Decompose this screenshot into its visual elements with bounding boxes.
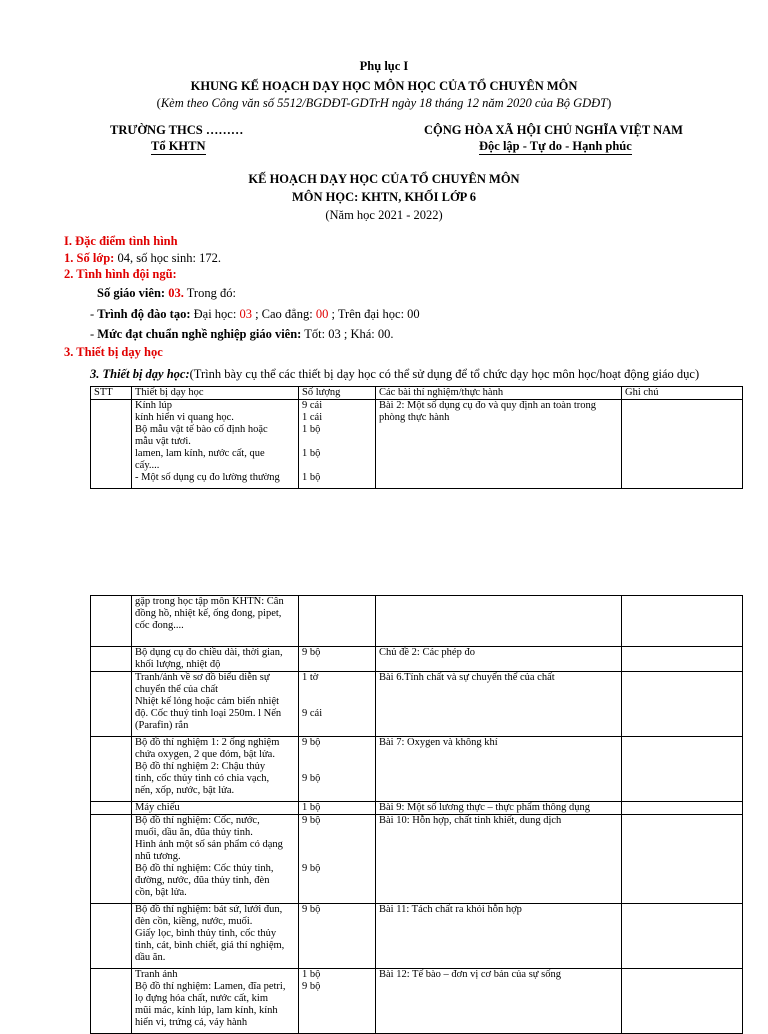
- cell-stt: [91, 904, 132, 969]
- cell-quantity: [299, 737, 376, 802]
- cell-stt: [91, 596, 132, 647]
- lesson-line: Chủ đề 2: Các phép đo: [379, 647, 475, 658]
- table-row: [91, 802, 743, 815]
- subtitle-text: Kèm theo Công văn số 5512/BGDĐT-GDTrH ngày 18 tháng 12 năm 2020 của Bộ GDĐT: [160, 96, 608, 110]
- header-quantity: Số lượng: [299, 387, 376, 400]
- plan-subject: MÔN HỌC: KHTN, KHỐI LỚP 6: [291, 190, 477, 204]
- quantity-line: 9 bộ: [302, 904, 321, 915]
- class-count-value: 04, số học sinh: 172.: [114, 251, 221, 265]
- training-university-label: Đại học:: [190, 307, 240, 321]
- equipment-line: cốc đong....: [135, 620, 184, 631]
- quantity-line: 9 bộ: [302, 815, 321, 826]
- training-postgrad: ; Trên đại học: 00: [328, 307, 420, 321]
- cell-quantity: [299, 802, 376, 815]
- staff-heading: 2. Tình hình đội ngũ:: [64, 267, 177, 281]
- quantity-line: 9 cái: [302, 400, 323, 411]
- equipment-heading: 3. Thiết bị dạy học: [64, 345, 163, 359]
- equipment-line: chuyển thể của chất: [135, 684, 219, 695]
- equipment-description: (Trình bày cụ thể các thiết bị dạy học có thể sử dụng để tổ chức dạy học môn học/hoạt động giáo dục): [189, 367, 700, 381]
- lesson-line: Bài 7: Oxygen và không khí: [379, 737, 498, 748]
- teacher-count-line: [97, 285, 236, 301]
- lesson-line: Bài 12: Tế bào – đơn vị cơ bản của sự sống: [379, 969, 561, 980]
- quantity-line: 1 bộ: [302, 969, 321, 980]
- table-row: [91, 904, 743, 969]
- quantity-line: 9 bộ: [302, 863, 321, 874]
- plan-school-year: (Năm học 2021 - 2022): [325, 208, 443, 222]
- cell-quantity: [299, 596, 376, 647]
- equipment-line: khối lượng, nhiệt độ: [135, 659, 221, 670]
- equipment-line: Tranh/ảnh về sơ đồ biểu diễn sự: [135, 672, 270, 683]
- table-row: [91, 400, 743, 489]
- cell-quantity: [299, 400, 376, 489]
- cell-lesson: [376, 737, 622, 802]
- lesson-line: Bài 2: Một số dụng cụ đo và quy định an toàn trong: [379, 400, 596, 411]
- lesson-line: Bài 10: Hỗn hợp, chất tinh khiết, dung dịch: [379, 815, 562, 826]
- cell-stt: [91, 400, 132, 489]
- equipment-line: Bộ đồ thí nghiệm 2: Chậu thủy: [135, 761, 266, 772]
- standard-dash: -: [90, 327, 98, 341]
- national-motto: Độc lập - Tự do - Hạnh phúc: [479, 139, 632, 153]
- professional-standard-line: [90, 326, 394, 342]
- quantity-spacer: [302, 839, 372, 851]
- lesson-line: Bài 11: Tách chất ra khỏi hỗn hợp: [379, 904, 522, 915]
- cell-equipment: [132, 596, 299, 647]
- cell-lesson: [376, 596, 622, 647]
- quantity-line: 1 bộ: [302, 448, 321, 459]
- cell-equipment: [132, 737, 299, 802]
- training-college-value: 00: [315, 307, 329, 321]
- equipment-line: Bộ đồ thí nghiệm: Cốc thủy tinh,: [135, 863, 274, 874]
- equipment-line: Bộ đồ thí nghiệm: bát sứ, lưới đun,: [135, 904, 283, 915]
- equipment-line: (Parafin) rắn: [135, 720, 189, 731]
- cell-lesson: [376, 815, 622, 904]
- cell-quantity: [299, 904, 376, 969]
- standard-value: Tốt: 03 ; Khá: 00.: [301, 327, 394, 341]
- quantity-spacer: [302, 827, 372, 839]
- equipment-line: tinh, cát, bình chiết, giá thí nghiệm,: [135, 940, 285, 951]
- quantity-spacer: [302, 851, 372, 863]
- equipment-line: gặp trong học tập môn KHTN: Cân: [135, 596, 284, 607]
- equipment-line: Máy chiếu: [135, 802, 180, 813]
- cell-notes: [622, 737, 743, 802]
- equipment-line: lamen, lam kính, nước cất, que: [135, 448, 265, 459]
- equipment-label: 3. Thiết bị dạy học:: [90, 367, 190, 381]
- equipment-line: Tranh ảnh: [135, 969, 178, 980]
- equipment-line: Hình ảnh một số sản phẩm có dạng: [135, 839, 283, 850]
- cell-notes: [622, 596, 743, 647]
- training-university-value: 03: [239, 307, 252, 321]
- subtitle-open-paren: (: [156, 96, 161, 110]
- subtitle-close-paren: ): [607, 96, 612, 110]
- quantity-spacer: [302, 436, 372, 448]
- training-level-line: [90, 306, 420, 322]
- section-situation-heading: I. Đặc điểm tình hình: [64, 234, 178, 248]
- cell-lesson: [376, 904, 622, 969]
- cell-quantity: [299, 672, 376, 737]
- republic-heading: CỘNG HÒA XÃ HỘI CHỦ NGHĨA VIỆT NAM: [424, 123, 683, 137]
- equipment-line: dầu ăn.: [135, 952, 166, 963]
- cell-stt: [91, 737, 132, 802]
- table-header-row: [91, 387, 743, 400]
- school-name: TRƯỜNG THCS ………: [110, 123, 244, 137]
- cell-stt: [91, 647, 132, 672]
- equipment-line: kính hiển vi quang học.: [135, 412, 234, 423]
- training-dash: -: [90, 307, 98, 321]
- quantity-spacer: [302, 696, 372, 708]
- equipment-line: Bộ mẫu vật tế bào cố định hoặc: [135, 424, 268, 435]
- table-row: [91, 647, 743, 672]
- cell-equipment: [132, 802, 299, 815]
- lesson-line: Bài 9: Một số lương thực – thực phẩm thông dụng: [379, 802, 591, 813]
- training-label: Trình độ đào tạo:: [97, 307, 191, 321]
- quantity-spacer: [302, 460, 372, 472]
- document-title: KHUNG KẾ HOẠCH DẠY HỌC MÔN HỌC CỦA TỔ CHUYÊN MÔN: [190, 79, 578, 93]
- teacher-count-label: Số giáo viên:: [97, 286, 169, 300]
- cell-lesson: [376, 802, 622, 815]
- header-lessons: Các bài thí nghiệm/thực hành: [376, 387, 622, 400]
- header-equipment: Thiết bị dạy học: [132, 387, 299, 400]
- equipment-line: Bộ đồ thí nghiệm: Lamen, đĩa petri,: [135, 981, 286, 992]
- quantity-spacer: [302, 761, 372, 773]
- equipment-line: Bộ đồ thí nghiệm: Cốc, nước,: [135, 815, 260, 826]
- equipment-line: Bộ đồ thí nghiệm 1: 2 ống nghiệm: [135, 737, 280, 748]
- teacher-count-rest: Trong đó:: [183, 286, 236, 300]
- table-row: [91, 737, 743, 802]
- cell-equipment: [132, 904, 299, 969]
- quantity-line: 9 bộ: [302, 737, 321, 748]
- class-count-line: [64, 250, 221, 266]
- lesson-line: phòng thực hành: [379, 412, 450, 423]
- equipment-line: đường, nước, đũa thủy tinh, đèn: [135, 875, 270, 886]
- equipment-line: hiển vi, trứng cá, vảy hành: [135, 1017, 248, 1028]
- teacher-count-value: 03.: [168, 286, 184, 300]
- cell-lesson: [376, 400, 622, 489]
- quantity-line: 9 cái: [302, 708, 323, 719]
- plan-title: KẾ HOẠCH DẠY HỌC CỦA TỔ CHUYÊN MÔN: [248, 172, 520, 186]
- equipment-line: lọ đựng hóa chất, nước cất, kim: [135, 993, 268, 1004]
- equipment-line: tinh, cốc thủy tinh có chia vạch,: [135, 773, 270, 784]
- cell-quantity: [299, 647, 376, 672]
- appendix-label: Phụ lục I: [359, 59, 409, 73]
- cell-notes: [622, 815, 743, 904]
- table-row: [91, 596, 743, 647]
- department-name: Tổ KHTN: [151, 139, 206, 153]
- quantity-line: 9 bộ: [302, 647, 321, 658]
- cell-notes: [622, 672, 743, 737]
- lesson-line: Bài 6.Tính chất và sự chuyển thể của chất: [379, 672, 555, 683]
- equipment-table-part-1: [90, 386, 743, 489]
- quantity-spacer: [302, 749, 372, 761]
- equipment-line: nến, xốp, nước, bật lửa.: [135, 785, 235, 796]
- equipment-line: Giấy lọc, bình thủy tinh, cốc thủy: [135, 928, 277, 939]
- quantity-line: 9 bộ: [302, 773, 321, 784]
- equipment-line: Nhiệt kế lỏng hoặc cảm biến nhiệt: [135, 696, 280, 707]
- equipment-line: muối, dầu ăn, đũa thủy tinh.: [135, 827, 253, 838]
- equipment-line: độ. Cốc thuỷ tinh loại 250m. l Nến: [135, 708, 282, 719]
- cell-notes: [622, 802, 743, 815]
- quantity-line: 1 bộ: [302, 802, 321, 813]
- equipment-table-part-2: [90, 595, 743, 1034]
- document-subtitle: [0, 95, 768, 111]
- equipment-line: nhũ tương.: [135, 851, 181, 862]
- header-notes: Ghi chú: [622, 387, 743, 400]
- equipment-line: đèn cồn, kiềng, nước, muối.: [135, 916, 253, 927]
- header-stt: STT: [91, 387, 132, 400]
- cell-notes: [622, 904, 743, 969]
- cell-lesson: [376, 672, 622, 737]
- standard-label: Mức đạt chuẩn nghề nghiệp giáo viên:: [97, 327, 302, 341]
- cell-equipment: [132, 672, 299, 737]
- cell-equipment: [132, 647, 299, 672]
- cell-notes: [622, 400, 743, 489]
- equipment-line: cồn, bật lửa.: [135, 887, 187, 898]
- class-count-label: 1. Số lớp:: [64, 251, 115, 265]
- quantity-spacer: [302, 684, 372, 696]
- cell-stt: [91, 815, 132, 904]
- equipment-line: mũi mác, kính lúp, lam kính, kính: [135, 1005, 278, 1016]
- quantity-line: 1 bộ: [302, 424, 321, 435]
- cell-notes: [622, 647, 743, 672]
- equipment-line: đồng hồ, nhiệt kế, ống đong, pipet,: [135, 608, 282, 619]
- training-college-label: ; Cao đẳng:: [251, 307, 316, 321]
- equipment-line: cấy....: [135, 460, 160, 471]
- cell-quantity: [299, 815, 376, 904]
- equipment-line: mẫu vật tươi.: [135, 436, 191, 447]
- quantity-line: 9 bộ: [302, 981, 321, 992]
- quantity-line: 1 cái: [302, 412, 323, 423]
- table-row: [91, 815, 743, 904]
- quantity-line: 1 bộ: [302, 472, 321, 483]
- equipment-line: chứa oxygen, 2 que đóm, bật lửa.: [135, 749, 275, 760]
- equipment-line: Kính lúp: [135, 400, 173, 411]
- quantity-line: 1 tờ: [302, 672, 319, 683]
- cell-equipment: [132, 400, 299, 489]
- cell-lesson: [376, 647, 622, 672]
- equipment-description-line: [90, 366, 699, 382]
- equipment-line: - Một số dụng cụ đo lường thường: [135, 472, 280, 483]
- cell-equipment: [132, 815, 299, 904]
- cell-stt: [91, 802, 132, 815]
- cell-stt: [91, 672, 132, 737]
- equipment-line: Bộ dụng cụ đo chiều dài, thời gian,: [135, 647, 283, 658]
- table-row: [91, 672, 743, 737]
